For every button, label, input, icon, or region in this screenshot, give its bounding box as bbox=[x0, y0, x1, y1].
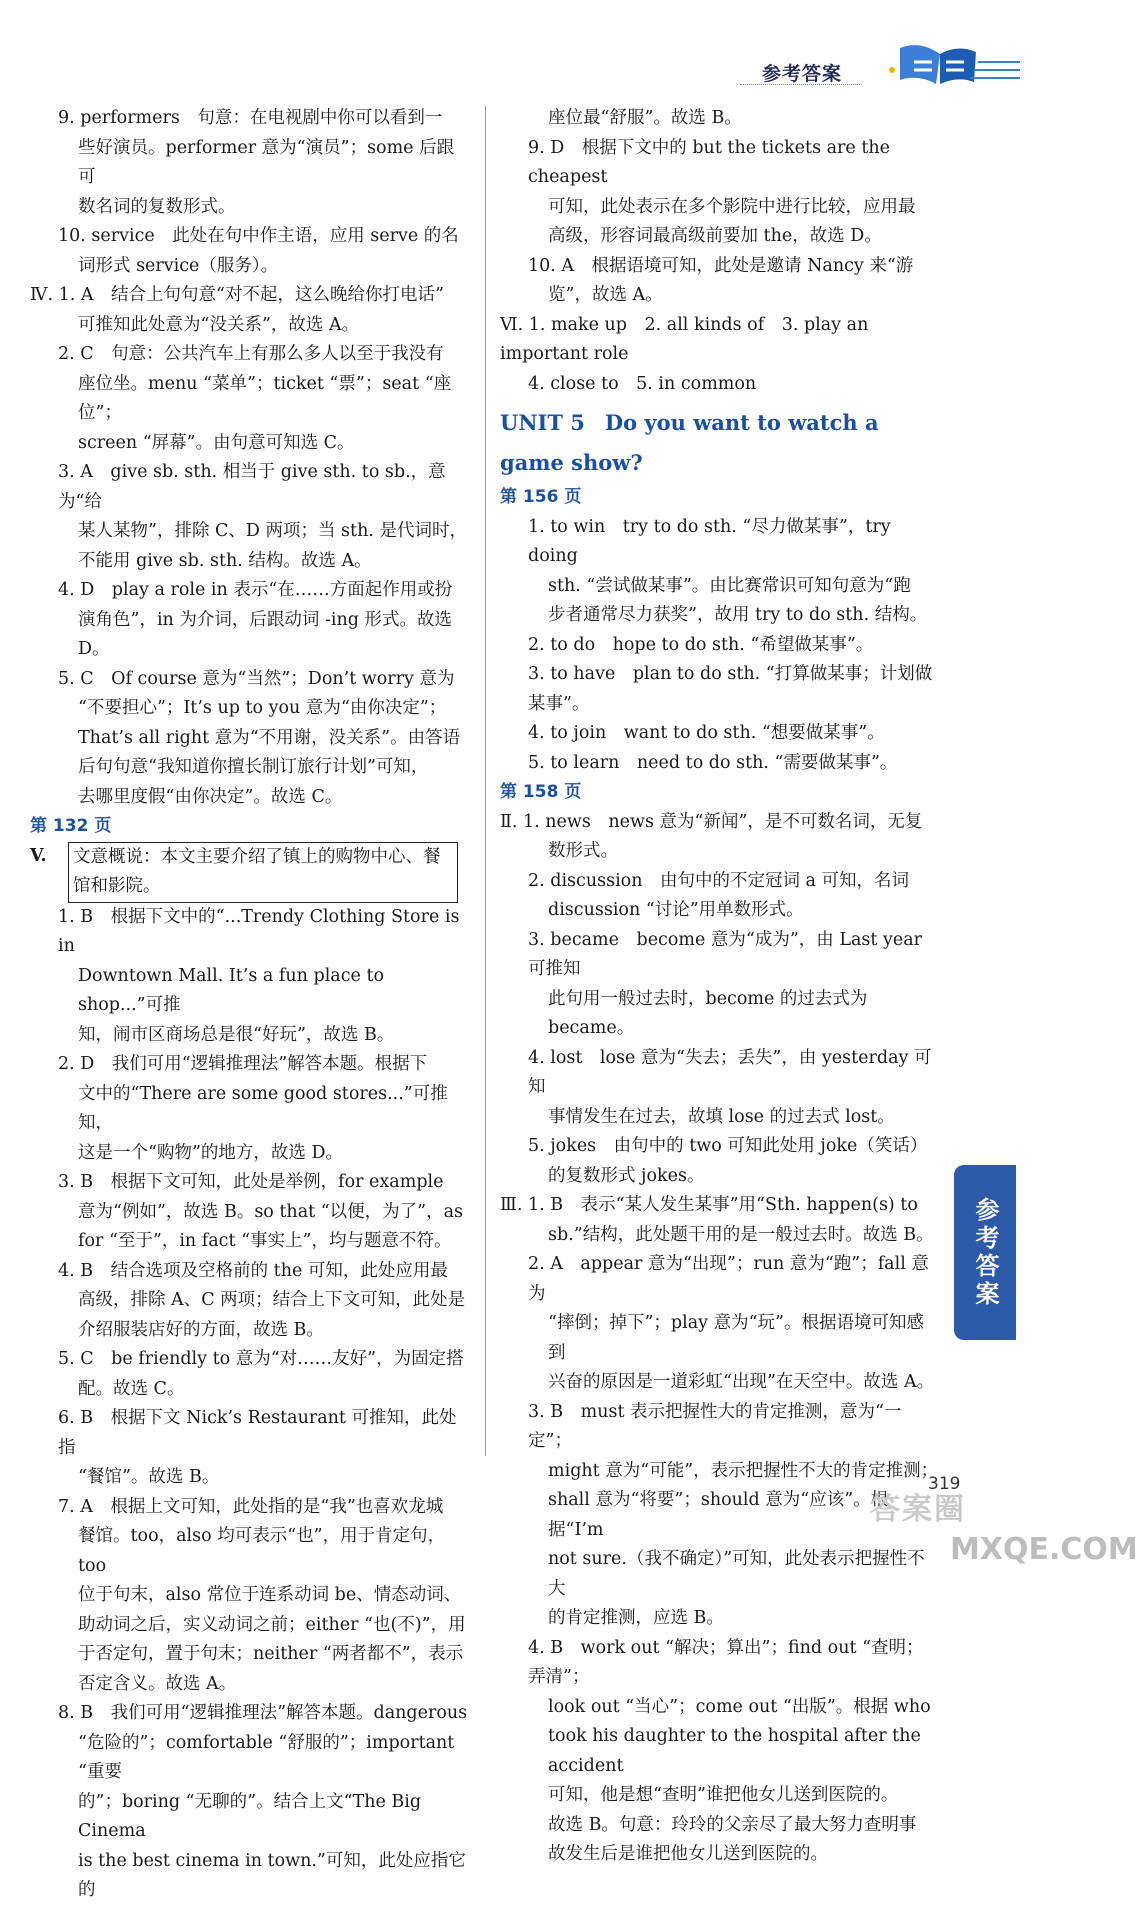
answer-line: 4. close to 5. in common bbox=[528, 373, 757, 394]
answer-line: 配。故选 C。 bbox=[78, 1378, 185, 1399]
answer-line: Ⅱ. 1. news news 意为“新闻”，是不可数名词，无复 bbox=[500, 811, 923, 832]
answer-line: sb.”结构，此处题干用的是一般过去时。故选 B。 bbox=[548, 1224, 934, 1245]
answer-line: 5. to learn need to do sth. “需要做某事”。 bbox=[528, 752, 898, 773]
answer-line: 数名词的复数形式。 bbox=[78, 196, 236, 217]
answer-line: 3. B 根据下文可知，此处是举例，for example bbox=[58, 1172, 444, 1192]
answer-line: sth. “尝试做某事”。由比赛常识可知句意为“跑 bbox=[548, 575, 911, 596]
book-logo-icon bbox=[870, 40, 1020, 94]
answer-line: 3. became become 意为“成为”，由 Last year 可推知 bbox=[528, 929, 923, 979]
answer-line: 可知，他是想“查明”谁把他女儿送到医院的。 bbox=[548, 1785, 899, 1805]
answer-line: 故发生后是谁把他女儿送到医院的。 bbox=[548, 1844, 828, 1864]
answer-line: 否定含义。故选 A。 bbox=[78, 1673, 237, 1694]
answer-line: 步者通常尽力获奖”，故用 try to do sth. 结构。 bbox=[548, 605, 928, 625]
header-rule bbox=[740, 84, 860, 85]
answer-line: Ⅲ. 1. B 表示“某人发生某事”用“Sth. happen(s) to bbox=[500, 1195, 918, 1215]
column-divider bbox=[485, 106, 486, 1456]
unit-heading bbox=[500, 403, 940, 483]
answer-line: 些好演员。performer 意为“演员”；some 后跟可 bbox=[78, 137, 455, 187]
answer-line: 意为“例如”，故选 B。so that “以便，为了”，as bbox=[78, 1201, 464, 1222]
answer-line: 2. A appear 意为“出现”；run 意为“跑”；fall 意为 bbox=[528, 1254, 929, 1304]
answer-line: 4. lost lose 意为“失去；丢失”，由 yesterday 可知 bbox=[528, 1047, 932, 1097]
answer-line: 故选 B。句意：玲玲的父亲尽了最大努力查明事 bbox=[548, 1814, 917, 1835]
answer-line: 可知，此处表示在多个影院中进行比较，应用最 bbox=[548, 196, 916, 217]
answer-line: 的肯定推测，应选 B。 bbox=[548, 1608, 724, 1628]
answer-line: 3. A give sb. sth. 相当于 give sth. to sb.，意为“给 bbox=[58, 462, 446, 512]
section-label: V. bbox=[30, 845, 47, 866]
answer-line: 5. C be friendly to 意为“对……友好”，为固定搭 bbox=[58, 1349, 464, 1369]
unit-title: Do you want to watch a game show? bbox=[500, 410, 879, 475]
answer-line: Downtown Mall. It’s a fun place to shop...”可推 bbox=[78, 965, 385, 1015]
answer-line: screen “屏幕”。由句意可知选 C。 bbox=[78, 432, 355, 453]
answer-line: 于否定句，置于句末；neither “两者都不”，表示 bbox=[78, 1644, 464, 1664]
answer-line: 介绍服装店好的方面，故选 B。 bbox=[78, 1319, 324, 1340]
answer-line: 位于句末，also 常位于连系动词 be、情态动词、 bbox=[78, 1585, 462, 1605]
answer-line: 览”，故选 A。 bbox=[548, 285, 663, 305]
page-number: 319 bbox=[928, 1474, 961, 1494]
answer-line: 8. B 我们可用“逻辑推理法”解答本题。dangerous bbox=[58, 1703, 468, 1723]
answer-line: 10. A 根据语境可知，此处是邀请 Nancy 来“游 bbox=[528, 255, 914, 276]
answer-line: 4. B 结合选项及空格前的 the 可知，此处应用最 bbox=[58, 1260, 448, 1281]
answer-line: 可推知此处意为“没关系”，故选 A。 bbox=[78, 314, 360, 335]
answer-line: took his daughter to the hospital after the accident bbox=[548, 1726, 921, 1776]
unit-label: UNIT 5 bbox=[500, 410, 585, 435]
answer-line: 此句用一般过去时，become 的过去式为 became。 bbox=[548, 988, 868, 1038]
answer-line: 高级，形容词最高级前要加 the，故选 D。 bbox=[548, 226, 882, 246]
answer-line: 3. B must 表示把握性大的肯定推测，意为“一定”； bbox=[528, 1401, 902, 1451]
answer-line: 9. D 根据下文中的 but the tickets are the cheapest bbox=[528, 137, 890, 187]
answer-line: 2. discussion 由句中的不定冠词 a 可知，名词 bbox=[528, 870, 910, 891]
answer-line: 5. C Of course 意为“当然”；Don’t worry 意为 bbox=[58, 668, 455, 689]
answer-line: 高级，排除 A、C 两项；结合上下文可知，此处是 bbox=[78, 1290, 466, 1310]
answer-line: look out “当心”；come out “出版”。根据 who bbox=[548, 1696, 931, 1717]
answer-line: 去哪里度假“由你决定”。故选 C。 bbox=[78, 786, 343, 807]
answer-line: 3. to have plan to do sth. “打算做某事；计划做某事”。 bbox=[528, 664, 933, 714]
answer-line: discussion “讨论”用单数形式。 bbox=[548, 900, 804, 920]
right-column bbox=[500, 104, 940, 1870]
answer-line: Ⅵ. 1. make up 2. all kinds of 3. play an important role bbox=[500, 314, 869, 364]
answer-line: 词形式 service（服务）。 bbox=[78, 255, 279, 276]
answer-line: is the best cinema in town.”可知，此处应指它的 bbox=[78, 1850, 466, 1900]
answer-line: That’s all right 意为“不用谢，没关系”。由答语 bbox=[78, 727, 461, 748]
answer-line: 4. D play a role in 表示“在……方面起作用或扮 bbox=[58, 580, 453, 600]
answer-line: 4. B work out “解决；算出”；find out “查明；弄清”； bbox=[528, 1637, 924, 1687]
answer-line: 10. service 此处在句中作主语，应用 serve 的名 bbox=[58, 226, 459, 246]
answer-line: 4. to join want to do sth. “想要做某事”。 bbox=[528, 723, 885, 743]
answer-line: 这是一个“购物”的地方，故选 D。 bbox=[78, 1142, 343, 1163]
answer-line: 的”；boring “无聊的”。结合上文“The Big Cinema bbox=[78, 1791, 422, 1841]
answer-line: “摔倒；掉下”；play 意为“玩”。根据语境可知感到 bbox=[548, 1313, 924, 1363]
left-column bbox=[30, 104, 470, 1906]
answer-line: 7. A 根据上文可知，此处指的是“我”也喜欢龙城 bbox=[58, 1496, 444, 1517]
answer-line: “餐馆”。故选 B。 bbox=[78, 1467, 220, 1487]
answer-line: 兴奋的原因是一道彩虹“出现”在天空中。故选 A。 bbox=[548, 1372, 935, 1392]
answer-line: might 意为“可能”，表示把握性不大的肯定推测； bbox=[548, 1460, 939, 1481]
answer-line: 1. to win try to do sth. “尽力做某事”，try doing bbox=[528, 516, 891, 566]
answer-line: shall 意为“将要”；should 意为“应该”。根据“I’m bbox=[548, 1490, 889, 1540]
answer-line: for “至于”，in fact “事实上”，均与题意不符。 bbox=[78, 1231, 452, 1251]
answer-line: 事情发生在过去，故填 lose 的过去式 lost。 bbox=[548, 1106, 895, 1127]
answer-line: 的复数形式 jokes。 bbox=[548, 1165, 705, 1186]
answer-line: “不要担心”；It’s up to you 意为“由你决定”； bbox=[78, 698, 447, 718]
answer-line: 数形式。 bbox=[548, 841, 618, 861]
answer-line: 座位最“舒服”。故选 B。 bbox=[548, 108, 742, 128]
answer-line: “危险的”；comfortable “舒服的”；important “重要 bbox=[78, 1732, 455, 1782]
answer-line: 5. jokes 由句中的 two 可知此处用 joke（笑话） bbox=[528, 1136, 928, 1156]
answer-line: not sure.（我不确定）”可知，此处表示把握性不大 bbox=[548, 1549, 925, 1599]
answer-line: 2. C 句意：公共汽车上有那么多人以至于我没有 bbox=[58, 344, 444, 364]
answer-line: 餐馆。too，also 均可表示“也”，用于肯定句，too bbox=[78, 1526, 446, 1576]
answer-line: 助动词之后，实义动词之前；either “也(不)”，用 bbox=[78, 1614, 466, 1635]
summary-box: 文意概说：本文主要介绍了镇上的购物中心、餐馆和影院。 bbox=[68, 842, 458, 903]
answer-line: 2. to do hope to do sth. “希望做某事”。 bbox=[528, 634, 874, 655]
answer-line: 1. B 根据下文中的“...Trendy Clothing Store is in bbox=[58, 906, 460, 956]
watermark-url: MXQE.COM bbox=[950, 1532, 1138, 1567]
answer-line: 某人某物”，排除 C、D 两项；当 sth. 是代词时， bbox=[78, 521, 467, 541]
answer-line: 不能用 give sb. sth. 结构。故选 A。 bbox=[78, 550, 372, 571]
answer-line: 2. D 我们可用“逻辑推理法”解答本题。根据下 bbox=[58, 1054, 428, 1074]
section-summary bbox=[30, 842, 470, 903]
header-title: 参考答案 bbox=[762, 63, 843, 85]
answer-line: 后句句意“我知道你擅长制订旅行计划”可知， bbox=[78, 757, 429, 777]
answer-line: Ⅳ. 1. A 结合上句句意“对不起，这么晚给你打电话” bbox=[30, 285, 444, 305]
page-heading: 第 156 页 bbox=[500, 487, 582, 507]
page-heading: 第 132 页 bbox=[30, 816, 112, 836]
answer-line: 6. B 根据下文 Nick’s Restaurant 可推知，此处指 bbox=[58, 1408, 457, 1458]
page-heading: 第 158 页 bbox=[500, 782, 582, 802]
answer-line: 知，闹市区商场总是很“好玩”，故选 B。 bbox=[78, 1024, 395, 1045]
answer-line: 座位坐。menu “菜单”；ticket “票”；seat “座位”； bbox=[78, 373, 452, 423]
watermark-logo: 答案圈 bbox=[870, 1492, 966, 1527]
answer-line: 文中的“There are some good stores...”可推知， bbox=[78, 1083, 448, 1133]
answer-line: 9. performers 句意：在电视剧中你可以看到一 bbox=[58, 108, 443, 128]
side-tab-answers[interactable]: 参考答案 bbox=[954, 1165, 1016, 1340]
answer-line: 演角色”，in 为介词，后跟动词 -ing 形式。故选 D。 bbox=[78, 609, 452, 659]
